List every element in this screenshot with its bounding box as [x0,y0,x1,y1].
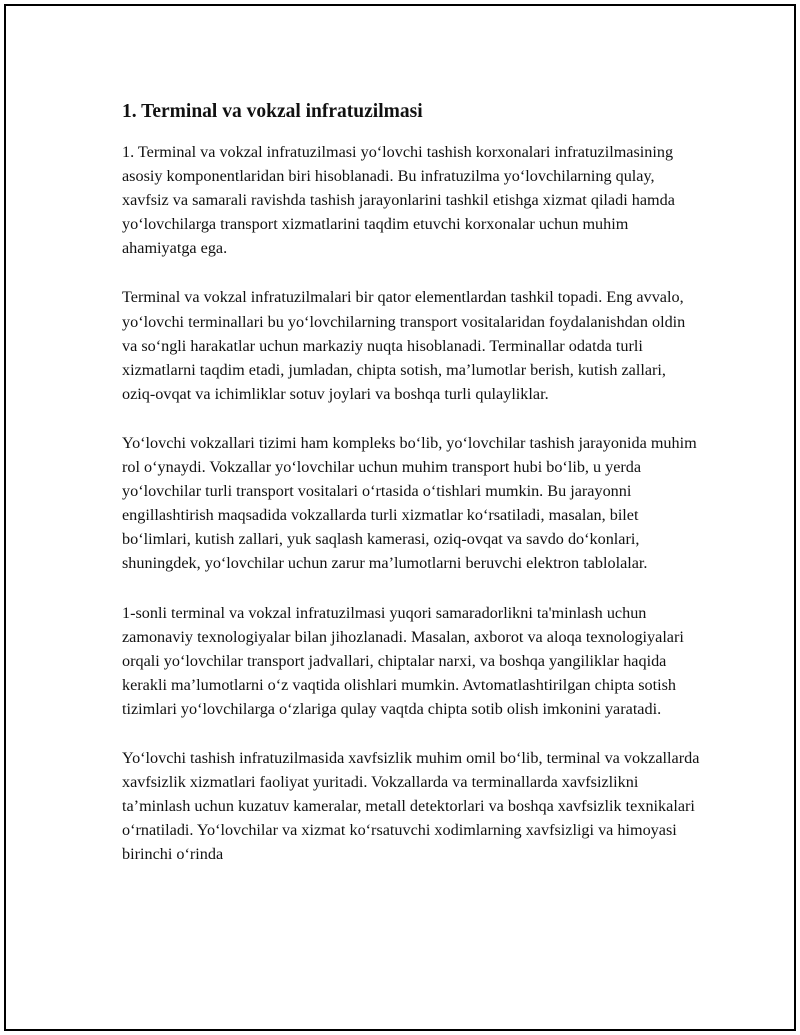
paragraph-5: Yo‘lovchi tashish infratuzilmasida xavfsizlik muhim omil bo‘lib, terminal va vokzallarda xavfsizlik xizmatlari faoliyat yuritadi. Vokzallarda va terminallarda xavfsizlikni ta’minlash uchun kuzatuv kameralar, metall detektorlari va boshqa xavfsizlik texnikalari o‘rnatiladi. Yo‘lovchilar va xizmat ko‘rsatuvchi xodimlarning xavfsizligi va himoyasi birinchi o‘rinda [122,748,700,864]
page-frame [4,4,796,1031]
paragraph-4: 1-sonli terminal va vokzal infratuzilmasi yuqori samaradorlikni ta'minlash uchun zamonaviy texnologiyalar bilan jihozlanadi. Masalan, axborot va aloqa texnologiyalari orqali yo‘lovchilar transport jadvallari, chiptalar narxi, va boshqa yangiliklar haqida kerakli ma’lumotlarni o‘z vaqtida olishlari mumkin. Avtomatlashtirilgan chipta sotish tizimlari yo‘lovchilarga o‘zlariga qulay vaqtda chipta sotib olish imkonini yaratadi. [122,603,684,718]
paragraph-3: Yo‘lovchi vokzallari tizimi ham kompleks bo‘lib, yo‘lovchilar tashish jarayonida muhim rol o‘ynaydi. Vokzallar yo‘lovchilar uchun muhim transport hubi bo‘lib, u yerda yo‘lovchilar turli transport vositalari o‘rtasida o‘tishlari mumkin. Bu jarayonni engillashtirish maqsadida vokzallarda turli xizmatlar ko‘rsatiladi, masalan, bilet bo‘limlari, kutish zallari, yuk saqlash kamerasi, oziq-ovqat va savdo do‘konlari, shuningdek, yo‘lovchilar uchun zarur ma’lumotlarni beruvchi elektron tablolalar. [122,433,697,573]
paragraph-1: 1. Terminal va vokzal infratuzilmasi yo‘lovchi tashish korxonalari infratuzilmasining asosiy komponentlaridan biri hisoblanadi. Bu infratuzilma yo‘lovchilarning qulay, xavfsiz va samarali ravishda tashish jarayonlarini tashkil etishga xizmat qiladi hamda yo‘lovchilarga transport xizmatlarini taqdim etuvchi korxonalar uchun muhim ahamiyatga ega. [122,143,675,258]
document-body [122,98,702,866]
paragraph-2: Terminal va vokzal infratuzilmalari bir qator elementlardan tashkil topadi. Eng avvalo, yo‘lovchi terminallari bu yo‘lovchilarning transport vositalaridan foydalanishdan oldin va so‘ngli harakatlar uchun markaziy nuqta hisoblanadi. Terminallar odatda turli xizmatlarni taqdim etadi, jumladan, chipta sotish, ma’lumotlar berish, kutish zallari, oziq-ovqat va ichimliklar sotuv joylari va boshqa turli qulayliklar. [122,288,686,403]
section-heading: 1. Terminal va vokzal infratuzilmasi [122,101,423,122]
